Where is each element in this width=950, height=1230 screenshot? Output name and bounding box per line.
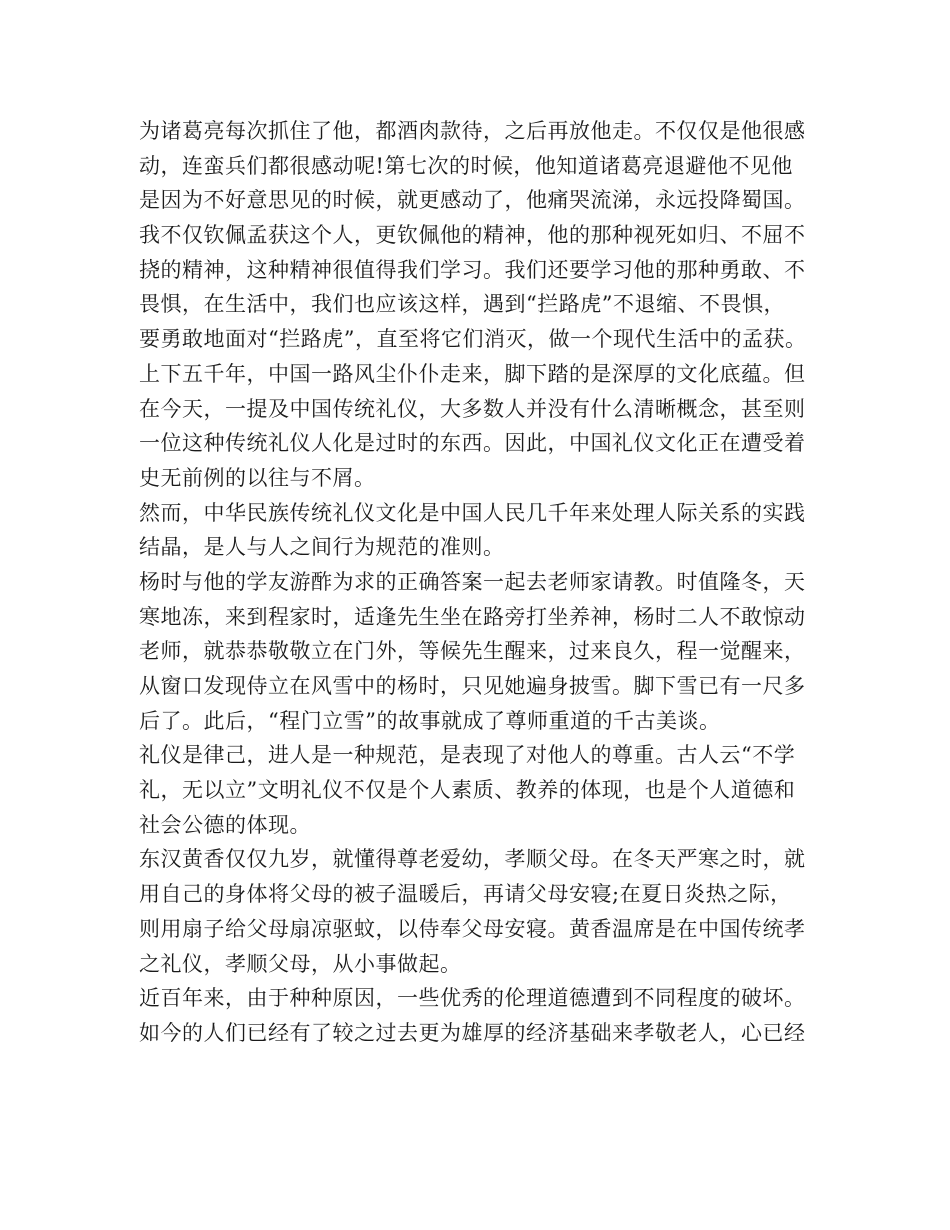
text-line: 从窗口发现侍立在风雪中的杨时，只见她遍身披雪。脚下雪已有一尺多 <box>139 674 806 698</box>
text-line: 礼，无以立”文明礼仪不仅是个人素质、教养的体现，也是个人道德和 <box>139 778 796 803</box>
text-line: 上下五千年，中国一路风尘仆仆走来，脚下踏的是深厚的文化底蕴。但 <box>139 361 806 386</box>
body-text <box>139 114 829 1051</box>
text-line: 一位这种传统礼仪人化是过时的东西。因此，中国礼仪文化正在遭受着 <box>139 431 806 456</box>
text-line: 挠的精神，这种精神很值得我们学习。我们还要学习他的那种勇敢、不 <box>139 257 806 282</box>
text-line: 老师，就恭恭敬敬立在门外，等候先生醒来，过来良久，程一觉醒来， <box>139 639 806 664</box>
text-line: 为诸葛亮每次抓住了他，都酒肉款待，之后再放他走。不仅仅是他很感 <box>139 119 806 143</box>
text-line: 史无前例的以往与不屑。 <box>139 465 376 490</box>
text-line: 则用扇子给父母扇凉驱蚊，以侍奉父母安寝。黄香温席是在中国传统孝 <box>139 916 806 941</box>
text-line: 结晶，是人与人之间行为规范的准则。 <box>139 535 505 560</box>
text-line: 礼仪是律己，进人是一种规范，是表现了对他人的尊重。古人云“不学 <box>139 743 796 768</box>
text-line: 后了。此后，“程门立雪”的故事就成了尊师重道的千古美谈。 <box>139 708 721 733</box>
text-line: 畏惧，在生活中，我们也应该这样，遇到“拦路虎”不退缩、不畏惧， <box>139 292 785 317</box>
text-line: 动，连蛮兵们都很感动呢!第七次的时候，他知道诸葛亮退避他不见他 <box>139 153 793 178</box>
text-line: 如今的人们已经有了较之过去更为雄厚的经济基础来孝敬老人，心已经 <box>139 1020 806 1045</box>
text-line: 然而，中华民族传统礼仪文化是中国人民几千年来处理人际关系的实践 <box>139 500 806 525</box>
text-line: 东汉黄香仅仅九岁，就懂得尊老爱幼，孝顺父母。在冬天严寒之时，就 <box>139 847 806 872</box>
text-line: 寒地冻，来到程家时，适逢先生坐在路旁打坐养神，杨时二人不敢惊动 <box>139 604 806 629</box>
text-line: 社会公德的体现。 <box>139 812 311 837</box>
text-line: 我不仅钦佩孟获这个人，更钦佩他的精神，他的那种视死如归、不屈不 <box>139 223 806 248</box>
text-line: 用自己的身体将父母的被子温暖后，再请父母安寝;在夏日炎热之际， <box>139 882 792 907</box>
text-line: 在今天，一提及中国传统礼仪，大多数人并没有什么清晰概念，甚至则 <box>139 396 806 421</box>
text-line: 近百年来，由于种种原因，一些优秀的伦理道德遭到不同程度的破坏。 <box>139 986 806 1011</box>
text-line: 之礼仪，孝顺父母，从小事做起。 <box>139 951 462 976</box>
text-line: 要勇敢地面对“拦路虎”，直至将它们消灭，做一个现代生活中的孟获。 <box>139 327 807 352</box>
text-line: 杨时与他的学友游酢为求的正确答案一起去老师家请教。时值隆冬，天 <box>139 569 806 594</box>
text-line: 是因为不好意思见的时候，就更感动了，他痛哭流涕，永远投降蜀国。 <box>139 188 806 213</box>
